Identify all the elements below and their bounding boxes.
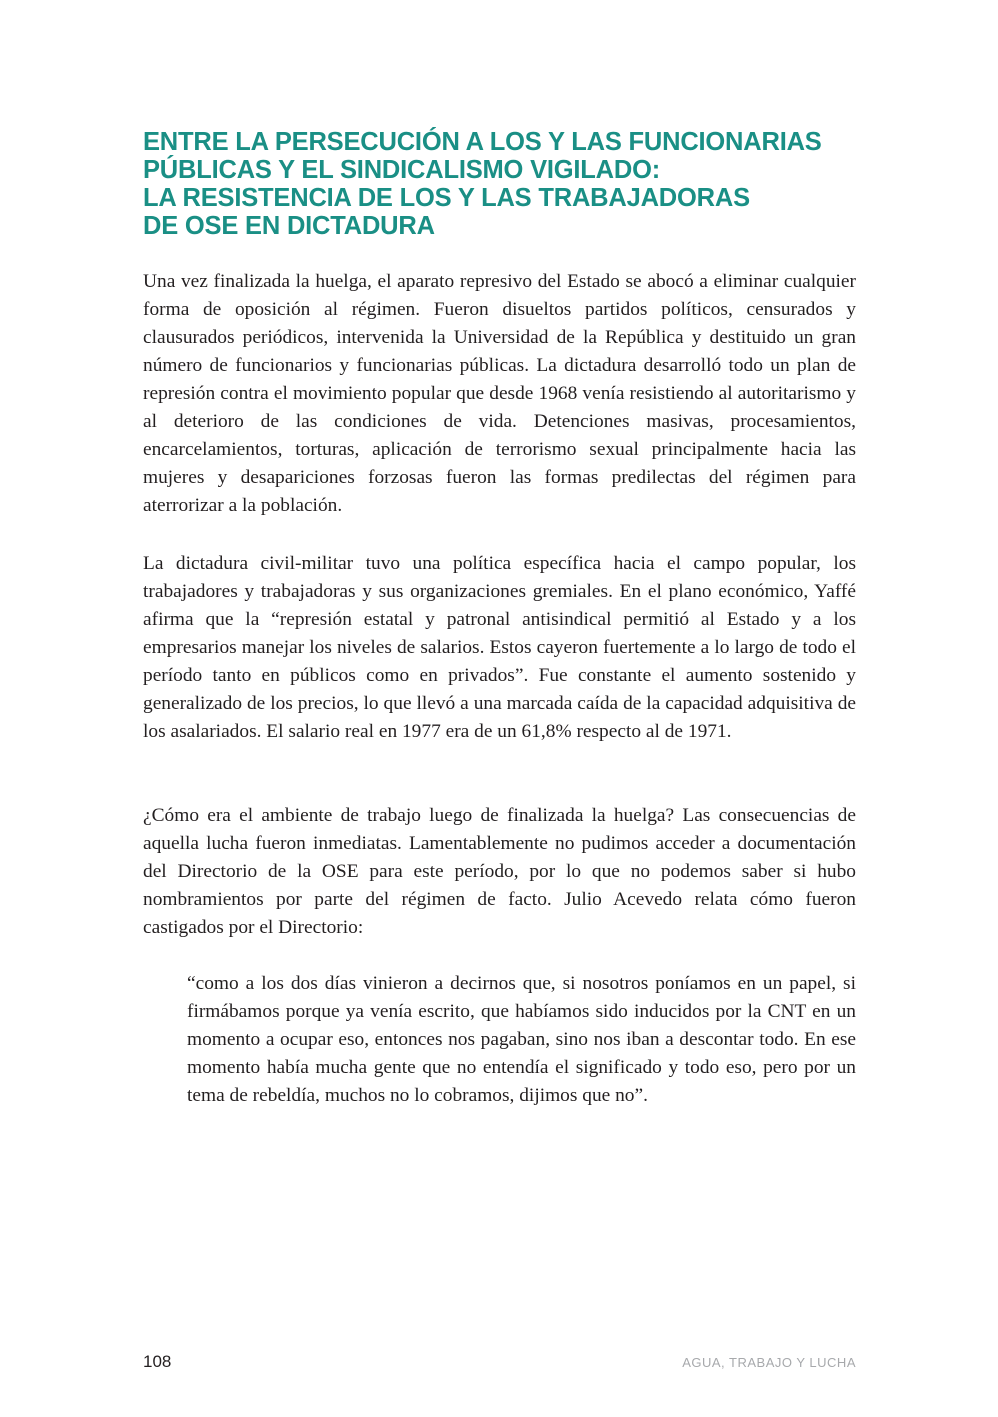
running-footer-title: AGUA, TRABAJO Y LUCHA bbox=[682, 1355, 856, 1370]
body-paragraph: ¿Cómo era el ambiente de trabajo luego de finalizada la huelga? Las consecuencias de aquella lucha fueron inmediatas. Lamentablemente no pudimos acceder a documentación del Directorio de la OSE para este período, por lo que no podemos saber si hubo nombramientos por parte del régimen de facto. Julio Acevedo relata cómo fueron castigados por el Directorio: bbox=[143, 805, 856, 938]
page-number: 108 bbox=[143, 1352, 172, 1371]
heading-line: ENTRE LA PERSECUCIÓN A LOS Y LAS FUNCIONARIAS bbox=[143, 128, 822, 156]
body-paragraph: La dictadura civil-militar tuvo una política específica hacia el campo popular, los trabajadores y trabajadoras y sus organizaciones gremiales. En el plano económico, Yaffé afirma que la “represión estatal y patronal antisindical permitió al Estado y a los empresarios manejar los niveles de salarios. Estos cayeron fuertemente a lo largo de todo el período tanto en públicos como en privados”. Fue constante el aumento sostenido y generalizado de los precios, lo que llevó a una marcada caída de la capacidad adquisitiva de los asalariados. El salario real en 1977 era de un 61,8% respecto al de 1971. bbox=[143, 553, 856, 742]
heading-line: DE OSE EN DICTADURA bbox=[143, 212, 435, 240]
chapter-heading bbox=[143, 128, 863, 240]
block-quote: “como a los dos días vinieron a decirnos que, si nosotros poníamos en un papel, si firmábamos porque ya venía escrito, que habíamos sido inducidos por la CNT en un momento a ocupar eso, entonces nos pagaban, sino nos iban a descontar todo. En ese momento había mucha gente que no entendía el significado y todo eso, pero por un tema de rebeldía, muchos no lo cobramos, dijimos que no”. bbox=[187, 973, 856, 1106]
heading-line: PÚBLICAS Y EL SINDICALISMO VIGILADO: bbox=[143, 156, 661, 184]
body-paragraph: Una vez finalizada la huelga, el aparato represivo del Estado se abocó a eliminar cualquier forma de oposición al régimen. Fueron disueltos partidos políticos, censurados y clausurados periódicos, intervenida la Universidad de la República y destituido un gran número de funcionarios y funcionarias públicas. La dictadura desarrolló todo un plan de represión contra el movimiento popular que desde 1968 venía resistiendo al autoritarismo y al deterioro de las condiciones de vida. Detenciones masivas, procesamientos, encarcelamientos, torturas, aplicación de terrorismo sexual principalmente hacia las mujeres y desapariciones forzosas fueron las formas predilectas del régimen para aterrorizar a la población. bbox=[143, 271, 856, 516]
heading-line: LA RESISTENCIA DE LOS Y LAS TRABAJADORAS bbox=[143, 184, 750, 212]
